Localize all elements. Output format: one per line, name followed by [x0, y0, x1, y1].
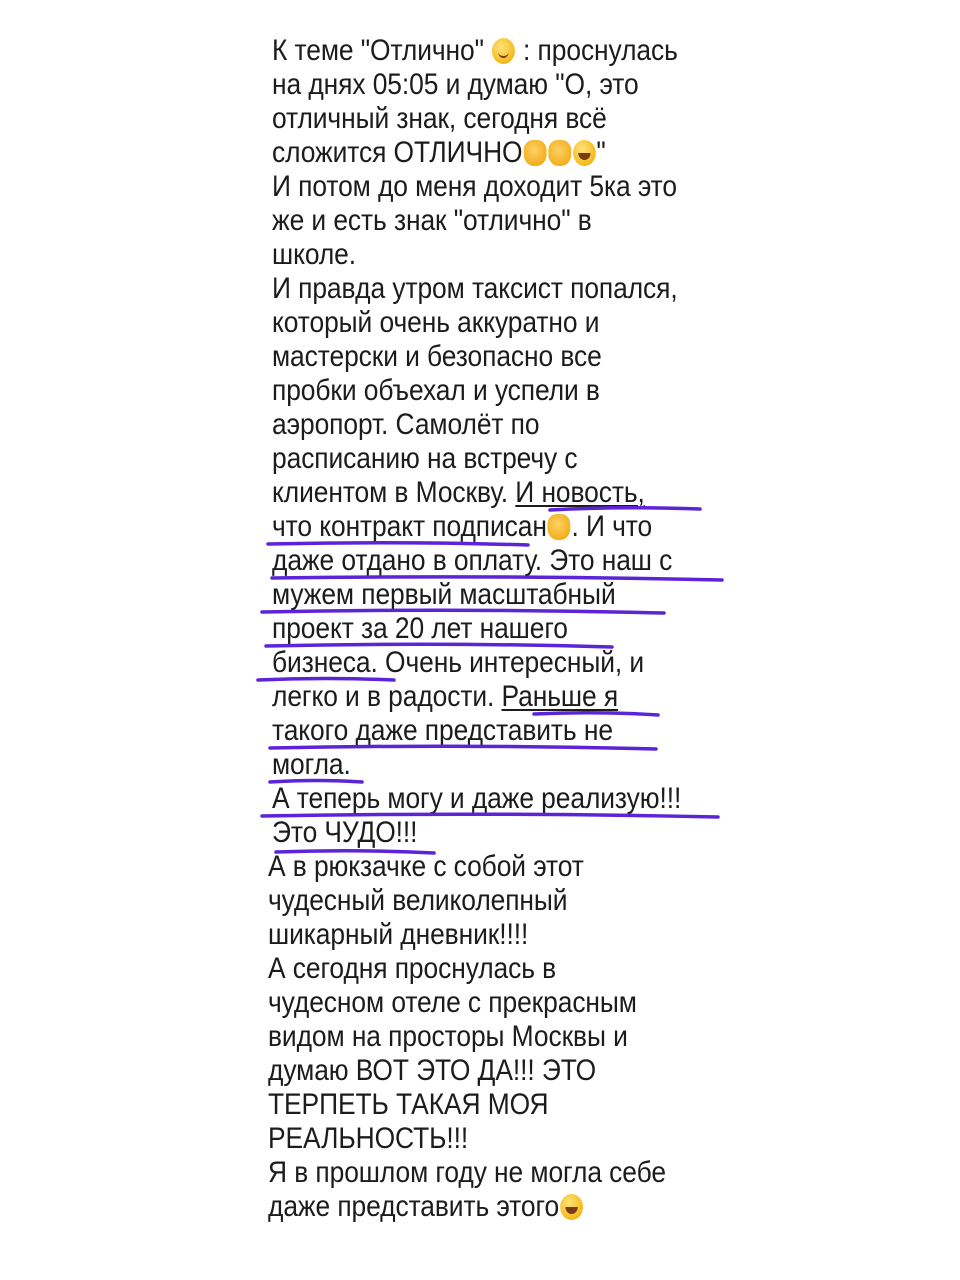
text-span: что контракт подписан — [272, 510, 547, 543]
underlined-text: И новость, — [515, 476, 645, 509]
text-line: И потом до меня доходит 5ка это — [272, 170, 677, 203]
highlight-underline — [258, 679, 394, 681]
text-line: А теперь могу и даже реализую!!! — [272, 782, 682, 815]
text-line: же и есть знак "отлично" в — [272, 204, 592, 237]
highlight-underline — [262, 814, 718, 817]
text-span: : проснулась — [515, 34, 678, 67]
text-line: шикарный дневник!!!! — [268, 918, 529, 951]
text-line: Я в прошлом году не могла себе — [268, 1156, 666, 1189]
text-line: А в рюкзачке с собой этот — [268, 850, 584, 883]
text-line: проект за 20 лет нашего — [272, 612, 568, 645]
highlight-underline — [270, 781, 362, 783]
text-line: расписанию на встречу с — [272, 442, 578, 475]
highlight-underline — [276, 851, 434, 853]
text-span: легко и в радости. — [272, 680, 502, 713]
underlined-text: Раньше я — [501, 680, 619, 713]
highlight-underline — [272, 577, 722, 580]
text-line: такого даже представить не — [272, 714, 613, 747]
text-line: отличный знак, сегодня всё — [272, 102, 607, 135]
text-line: мужем первый масштабный — [272, 578, 616, 611]
text-line: который очень аккуратно и — [272, 306, 600, 339]
text-span: . И что — [571, 510, 653, 543]
text-span: К теме "Отлично" — [272, 34, 492, 67]
text-line: думаю ВОТ ЭТО ДА!!! ЭТО — [268, 1054, 597, 1087]
text-line: аэропорт. Самолёт по — [272, 408, 540, 441]
text-span: бизнеса. — [272, 646, 378, 679]
highlight-underline — [270, 746, 656, 749]
highlight-underline — [534, 713, 658, 715]
text-line: чудесном отеле с прекрасным — [268, 986, 637, 1019]
text-line: пробки объехал и успели в — [272, 374, 600, 407]
text-line: могла. — [272, 748, 351, 781]
text-line: видом на просторы Москвы и — [268, 1020, 628, 1053]
highlight-underline — [550, 508, 700, 510]
text-line: Это ЧУДО!!! — [272, 816, 418, 849]
text-span: Очень интересный, и — [377, 646, 645, 679]
highlight-underline — [266, 644, 612, 647]
text-line: РЕАЛЬНОСТЬ!!! — [268, 1122, 469, 1155]
text-span: клиентом в Москву. — [272, 476, 516, 509]
text-line: И правда утром таксист попался, — [272, 272, 678, 305]
text-line: школе. — [272, 238, 357, 271]
text-line: чудесный великолепный — [268, 884, 568, 917]
text-span: даже представить этого — [268, 1190, 560, 1223]
text-line: А сегодня проснулась в — [268, 952, 557, 985]
text-line: ТЕРПЕТЬ ТАКАЯ МОЯ — [268, 1088, 549, 1121]
highlight-underline — [268, 543, 528, 545]
text-span: сложится ОТЛИЧНО — [272, 136, 523, 169]
highlight-underline — [262, 610, 664, 613]
text-line: даже отдано в оплату. Это наш с — [272, 544, 673, 577]
text-line: мастерски и безопасно все — [272, 340, 602, 373]
text-line: на днях 05:05 и думаю "О, это — [272, 68, 639, 101]
text-span: " — [596, 136, 606, 169]
